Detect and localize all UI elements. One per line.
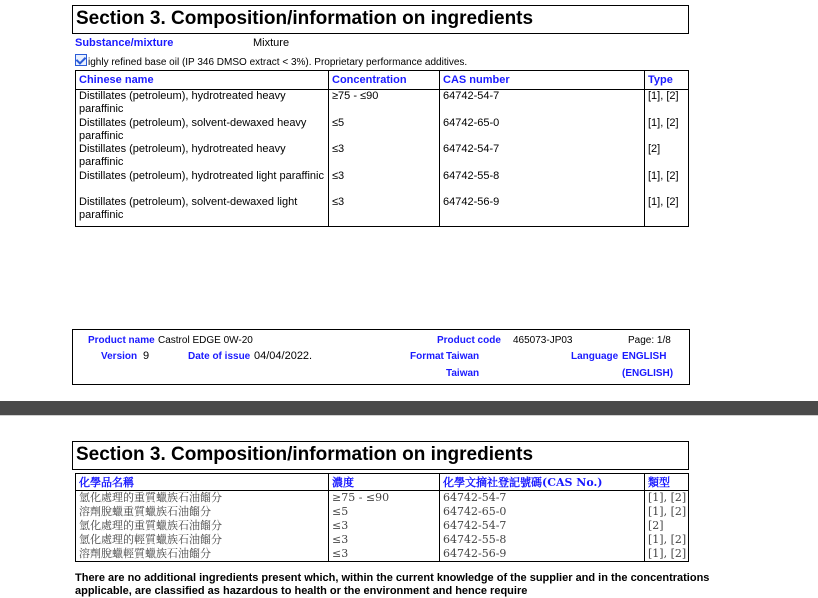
table-row [76,519,689,533]
ingredient-name: Distillates (petroleum), solvent-dewaxed light paraffinic [76,196,329,227]
base-oil-line [75,54,467,68]
ingredient-cas: 64742-54-7 [440,491,645,506]
table-row [76,491,689,506]
substance-label: Substance/mixture [75,37,174,49]
ingredient-name: 氫化處理的輕質蠟族石油餾分 [76,533,329,547]
ingredient-cas: 64742-54-7 [440,143,645,170]
table-header-row [76,474,689,491]
format-value-secondary: Taiwan [446,368,480,379]
col-header-cas: 化學文摘社登記號碼(CAS No.) [440,474,645,491]
table-row [76,143,689,170]
ingredient-type: [1], [2] [645,491,689,506]
date-value: 04/04/2022. [254,350,313,362]
table-row [76,170,689,197]
ingredient-concentration: ≤3 [329,519,440,533]
ingredient-name: 氫化處理的重質蠟族石油餾分 [76,519,329,533]
version-label: Version [101,351,138,362]
table-row [76,533,689,547]
ingredient-type: [1], [2] [645,170,689,197]
product-code-value: 465073-JP03 [513,335,573,346]
ingredient-type: [1], [2] [645,196,689,227]
section-title: Section 3. Composition/information on ingredients [72,441,689,470]
product-code-label: Product code [437,335,501,346]
ingredient-type: [1], [2] [645,117,689,144]
ingredient-name: 氫化處理的重質蠟族石油餾分 [76,491,329,506]
ingredient-cas: 64742-65-0 [440,505,645,519]
col-header-type: 類型 [645,474,689,491]
ingredient-name: Distillates (petroleum), hydrotreated heavy paraffinic [76,143,329,170]
table-row [76,547,689,562]
language-value: ENGLISH [622,351,667,362]
ingredient-cas: 64742-65-0 [440,117,645,144]
ingredient-concentration: ≥75 - ≤90 [329,491,440,506]
version-value: 9 [143,350,150,362]
ingredient-concentration: ≤3 [329,196,440,227]
table-row [76,117,689,144]
col-header-type: Type [645,71,689,90]
base-oil-text: ighly refined base oil (IP 346 DMSO extract < 3%). Proprietary performance additives. [88,57,468,68]
ingredient-name: Distillates (petroleum), solvent-dewaxed heavy paraffinic [76,117,329,144]
ingredient-name: 溶劑脫蠟重質蠟族石油餾分 [76,505,329,519]
page-separator [0,401,818,415]
product-name-label: Product name [88,335,155,346]
ingredient-concentration: ≤3 [329,170,440,197]
col-header-name: Chinese name [76,71,329,90]
ingredient-name: Distillates (petroleum), hydrotreated heavy paraffinic [76,90,329,117]
ingredients-table-chinese [75,473,689,562]
document-page-2 [0,415,818,598]
language-label: Language [571,351,619,362]
date-label: Date of issue [188,351,251,362]
ingredient-type: [2] [645,519,689,533]
ingredient-type: [1], [2] [645,533,689,547]
table-row [76,90,689,117]
format-label: Format [410,351,444,362]
col-header-cas: CAS number [440,71,645,90]
ingredient-cas: 64742-54-7 [440,519,645,533]
format-value: Taiwan [446,351,480,362]
ingredient-concentration: ≤3 [329,143,440,170]
table-header-row [76,71,689,90]
ingredient-type: [1], [2] [645,90,689,117]
page-number: Page: 1/8 [628,335,671,346]
language-value-secondary: (ENGLISH) [622,368,674,379]
table-row [76,505,689,519]
substance-value: Mixture [253,37,290,49]
ingredient-concentration: ≤5 [329,505,440,519]
ingredient-concentration: ≤3 [329,547,440,562]
ingredient-concentration: ≤5 [329,117,440,144]
ingredient-type: [1], [2] [645,547,689,562]
section-title: Section 3. Composition/information on ingredients [72,5,689,34]
ingredients-table [75,70,689,227]
ingredient-concentration: ≤3 [329,533,440,547]
page-footer [72,329,690,385]
table-row [76,196,689,227]
col-header-concentration: Concentration [329,71,440,90]
checkbox-icon[interactable] [75,54,87,66]
hazard-note: There are no additional ingredients present which, within the current knowledge of the supplier and in the concentrations applicable, are classified as hazardous to health or the environment and hence require [75,572,710,597]
ingredient-name: 溶劑脫蠟輕質蠟族石油餾分 [76,547,329,562]
col-header-name: 化學品名稱 [76,474,329,491]
ingredient-name: Distillates (petroleum), hydrotreated light paraffinic [76,170,329,197]
ingredient-concentration: ≥75 - ≤90 [329,90,440,117]
ingredient-cas: 64742-56-9 [440,547,645,562]
ingredient-cas: 64742-56-9 [440,196,645,227]
ingredient-type: [1], [2] [645,505,689,519]
ingredient-type: [2] [645,143,689,170]
col-header-concentration: 濃度 [329,474,440,491]
product-name-value: Castrol EDGE 0W-20 [158,335,253,346]
ingredient-cas: 64742-54-7 [440,90,645,117]
ingredient-cas: 64742-55-8 [440,170,645,197]
ingredient-cas: 64742-55-8 [440,533,645,547]
